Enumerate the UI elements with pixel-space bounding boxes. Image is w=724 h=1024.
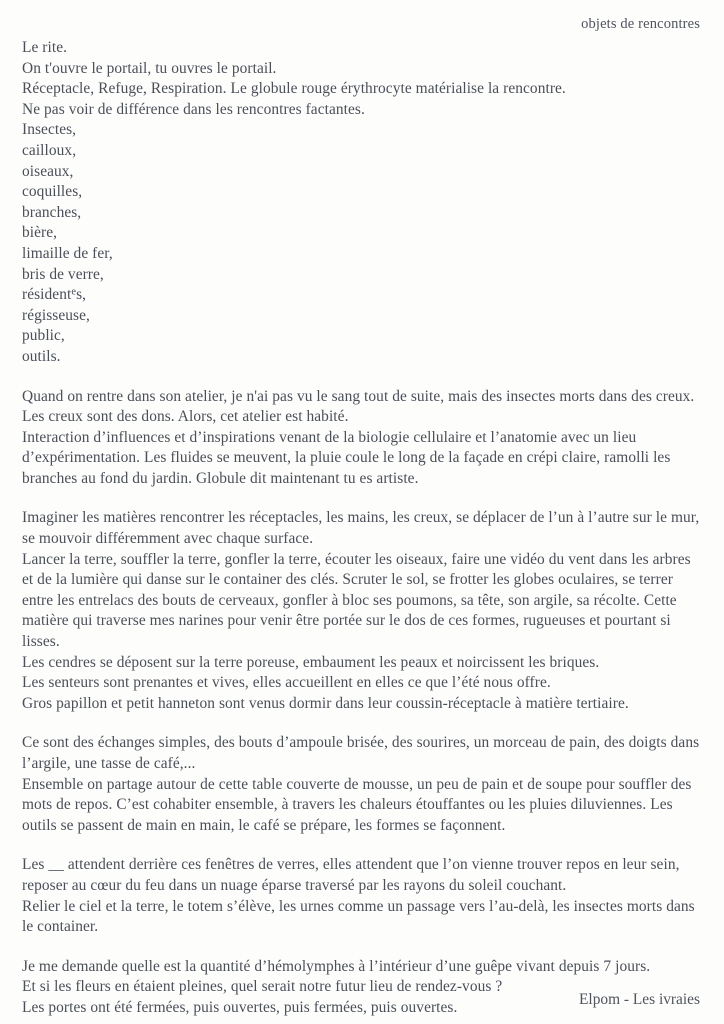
paragraph: Et si les fleurs en étaient pleines, quel serait notre futur lieu de rendez-vous ? — [22, 978, 503, 996]
opening-line: On t'ouvre le portail, tu ouvres le portail. — [22, 59, 277, 77]
opening-line: Le rite. — [22, 39, 68, 56]
paragraph: Relier le ciel et la terre, le totem s’élève, les urnes comme un passage vers l’au-delà, les insectes morts dans le container. — [22, 897, 695, 936]
opening-stanza — [22, 38, 702, 120]
list-item: public, — [22, 327, 65, 345]
paragraph: Les __ attendent derrière ces fenêtres de verres, elles attendent que l’on vienne trouver repos en leur sein, reposer au cœur du feu dans un nuage éparse traversé par les rayons du soleil couchant. — [22, 856, 680, 894]
list-item: bris de verre, — [22, 265, 104, 283]
opening-line: Ne pas voir de différence dans les rencontres factantes. — [22, 100, 365, 118]
list-item: cailloux, — [22, 141, 77, 159]
text-column — [22, 38, 702, 1019]
paragraph: Ce sont des échanges simples, des bouts d’ampoule brisée, des sourires, un morceau de pain, des doigts dans l’argile, une tasse de café,... — [22, 734, 700, 772]
paragraph: Ensemble on partage autour de cette table couverte de mousse, un peu de pain et de soupe pour souffler des mots de repos. C’est cohabiter ensemble, à travers les chaleurs étouffantes ou les pluies diluviennes. Les outils se passent de main en main, le café se prépare, les formes se façonnent. — [22, 775, 692, 834]
opening-line: Réceptacle, Refuge, Respiration. Le globule rouge érythrocyte matérialise la rencontre. — [22, 80, 566, 98]
paragraph: Imaginer les matières rencontrer les réceptacles, les mains, les creux, se déplacer de l’un à l’autre sur le mur, se mouvoir différemment avec chaque surface. — [22, 509, 700, 548]
prose-block — [22, 508, 702, 714]
prose-block — [22, 387, 702, 490]
paragraph: Les portes ont été fermées, puis ouvertes, puis fermées, puis ouvertes. — [22, 998, 458, 1016]
paragraph: Les senteurs sont prenantes et vives, elles accueillent en elles ce que l’été nous offre. — [22, 674, 551, 692]
paragraph: Je me demande quelle est la quantité d’hémolymphes à l’intérieur d’une guêpe vivant depuis 7 jours. — [22, 957, 651, 975]
list-item-suffix: s, — [76, 286, 87, 304]
list-item: bière, — [22, 224, 58, 242]
object-list — [22, 120, 702, 367]
list-item: régisseuse, — [22, 306, 90, 324]
list-item: oiseaux, — [22, 162, 74, 180]
paragraph: Quand on rentre dans son atelier, je n'ai pas vu le sang tout de suite, mais des insectes morts dans des creux. Les creux sont des dons. Alors, cet atelier est habité. — [22, 387, 695, 426]
body-blocks — [22, 387, 702, 1019]
list-item: branches, — [22, 203, 82, 221]
superscript-e: e — [71, 286, 77, 298]
running-head: objets de rencontres — [581, 16, 700, 32]
paragraph: Lancer la terre, souffler la terre, gonfler la terre, écouter les oiseaux, faire une vidéo du vent dans les arbres et de la lumière qui danse sur le container des clés. Scruter le sol, se frotter les globes oculaires, se terrer entre les entrelacs des bouts de cerveaux, gonfler à bloc ses poumons, sa tête, son argile, sa récolte. Cette matière qui traverse mes narines pour venir être portée sur le dos de ces formes, rugueuses et pourtant si lisses. — [22, 550, 691, 651]
list-item — [22, 285, 702, 306]
paragraph: Interaction d’influences et d’inspirations venant de la biologie cellulaire et l’anatomie avec un lieu d’expérimentation. Les fluides se meuvent, la pluie coule le long de la façade en crépi claire, ramolli les branches au fond du jardin. Globule dit maintenant tu es artiste. — [22, 428, 671, 487]
list-item: coquilles, — [22, 183, 83, 201]
paragraph: Gros papillon et petit hanneton sont venus dormir dans leur coussin-réceptacle à matière tertiaire. — [22, 694, 629, 712]
list-lines — [22, 120, 702, 367]
list-item: Insectes, — [22, 121, 77, 139]
paragraph: Les cendres se déposent sur la terre poreuse, embaument les peaux et noircissent les briques. — [22, 653, 600, 671]
list-item: outils. — [22, 347, 61, 365]
prose-block — [22, 855, 702, 937]
colophon: Elpom - Les ivraies — [579, 991, 700, 1008]
list-item: limaille de fer, — [22, 244, 113, 262]
opening-lines — [22, 38, 702, 120]
list-item-label: résident — [22, 286, 72, 304]
prose-block — [22, 733, 702, 836]
